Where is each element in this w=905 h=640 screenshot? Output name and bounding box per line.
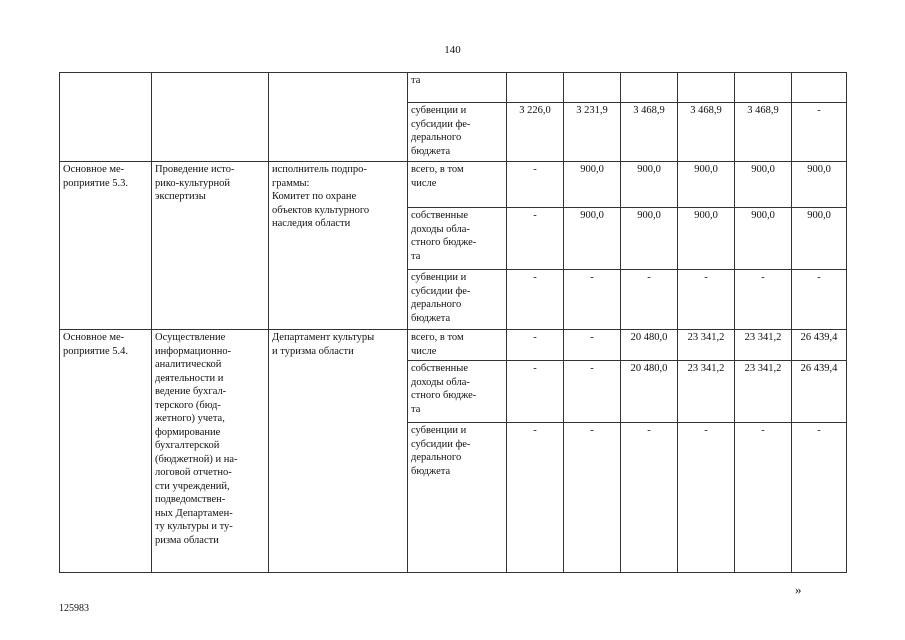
value-cell: 3 468,9	[678, 103, 735, 162]
value-cell: 3 468,9	[735, 103, 792, 162]
value-cell: 900,0	[621, 208, 678, 270]
value-cell: -	[564, 361, 621, 423]
value-cell: -	[564, 330, 621, 361]
value-cell: 900,0	[678, 208, 735, 270]
value-cell	[507, 73, 564, 103]
value-cell	[735, 73, 792, 103]
source-cell: субвенции и субсидии фе- дерального бюджета	[408, 270, 507, 330]
executor-cell: Департамент культуры и туризма области	[269, 330, 408, 573]
page-number: 140	[444, 44, 461, 56]
value-cell: 3 226,0	[507, 103, 564, 162]
executor-cell	[269, 73, 408, 162]
value-cell	[678, 73, 735, 103]
source-cell: та	[408, 73, 507, 103]
value-cell: 900,0	[735, 162, 792, 208]
document-number: 125983	[59, 603, 89, 614]
value-cell: 20 480,0	[621, 361, 678, 423]
value-cell: -	[564, 270, 621, 330]
value-cell: -	[735, 270, 792, 330]
source-cell: собственные доходы обла- стного бюдже- та	[408, 361, 507, 423]
value-cell: 23 341,2	[735, 361, 792, 423]
table-row	[60, 330, 847, 361]
closing-quote-mark: »	[795, 582, 802, 597]
measure-cell	[60, 73, 152, 162]
value-cell: -	[507, 361, 564, 423]
value-cell: 900,0	[621, 162, 678, 208]
source-cell: всего, в том числе	[408, 330, 507, 361]
value-cell: -	[792, 270, 847, 330]
value-cell: -	[507, 423, 564, 573]
source-cell: собственные доходы обла- стного бюдже- та	[408, 208, 507, 270]
value-cell: 900,0	[735, 208, 792, 270]
executor-cell: исполнитель подпро- граммы: Комитет по охране объектов культурного наследия области	[269, 162, 408, 330]
source-cell: всего, в том числе	[408, 162, 507, 208]
value-cell: -	[507, 270, 564, 330]
value-cell	[621, 73, 678, 103]
value-cell	[564, 73, 621, 103]
value-cell: 26 439,4	[792, 361, 847, 423]
value-cell: 900,0	[678, 162, 735, 208]
value-cell: -	[507, 330, 564, 361]
value-cell: -	[507, 208, 564, 270]
value-cell	[792, 73, 847, 103]
description-cell	[152, 73, 269, 162]
measure-cell: Основное ме- роприятие 5.4.	[60, 330, 152, 573]
value-cell: -	[621, 270, 678, 330]
value-cell: 900,0	[564, 208, 621, 270]
value-cell: 900,0	[792, 208, 847, 270]
value-cell: -	[735, 423, 792, 573]
value-cell: 23 341,2	[735, 330, 792, 361]
value-cell: 900,0	[792, 162, 847, 208]
value-cell: 23 341,2	[678, 330, 735, 361]
value-cell: -	[792, 423, 847, 573]
value-cell: -	[678, 270, 735, 330]
table-row	[60, 73, 847, 103]
value-cell: 3 468,9	[621, 103, 678, 162]
source-cell: субвенции и субсидии фе- дерального бюджета	[408, 423, 507, 573]
value-cell: 3 231,9	[564, 103, 621, 162]
value-cell: -	[678, 423, 735, 573]
description-cell: Проведение исто- рико-культурной экспертизы	[152, 162, 269, 330]
value-cell: -	[792, 103, 847, 162]
measure-cell: Основное ме- роприятие 5.3.	[60, 162, 152, 330]
value-cell: 26 439,4	[792, 330, 847, 361]
budget-table	[59, 72, 847, 573]
value-cell: 900,0	[564, 162, 621, 208]
source-cell: субвенции и субсидии фе- дерального бюджета	[408, 103, 507, 162]
value-cell: 23 341,2	[678, 361, 735, 423]
value-cell: -	[621, 423, 678, 573]
table-row	[60, 162, 847, 208]
value-cell: -	[564, 423, 621, 573]
value-cell: 20 480,0	[621, 330, 678, 361]
value-cell: -	[507, 162, 564, 208]
description-cell: Осуществление информационно- аналитической деятельности и ведение бухгал- терского (бюд- жетного) учета, формирование бухгалтерской (бюджетной) и на- логовой отчетно- сти учреждений, подведомствен- ных Департамен- ту культуры и ту- ризма области	[152, 330, 269, 573]
